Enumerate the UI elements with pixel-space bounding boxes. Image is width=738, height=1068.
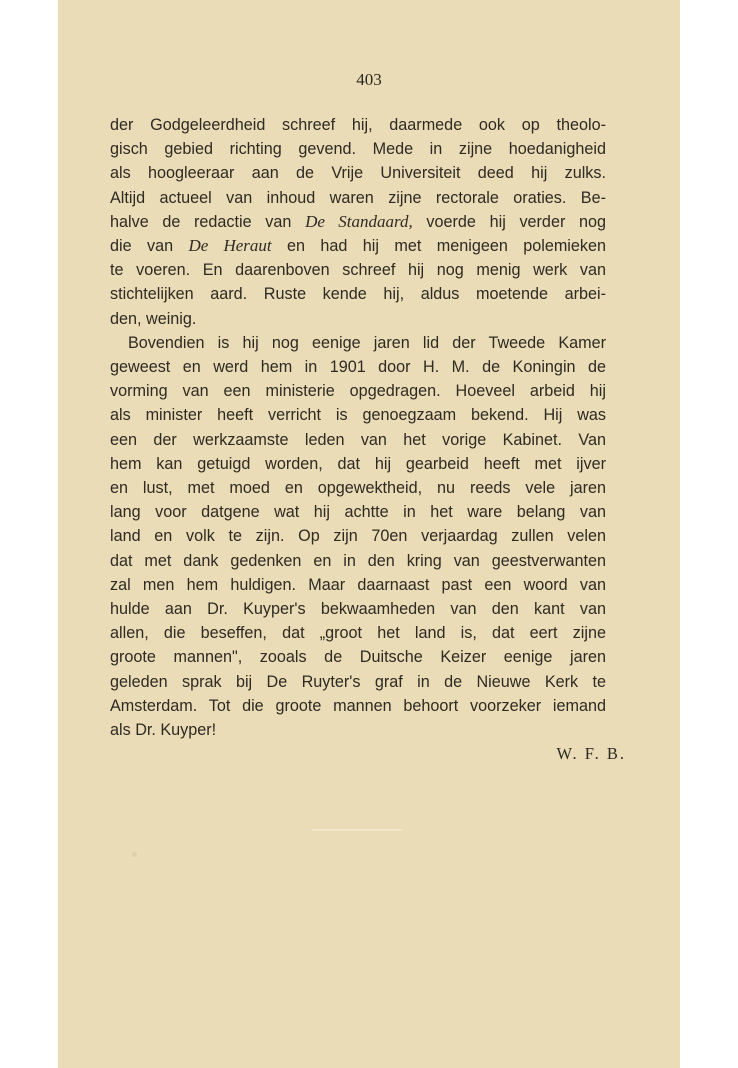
text-line: Altijd actueel van inhoud waren zijne rectorale oraties. Be- <box>110 188 606 207</box>
text-line <box>110 234 606 258</box>
text-line: vorming van een ministerie opgedragen. Hoeveel arbeid hij <box>110 382 606 401</box>
text-line: stichtelijken aard. Ruste kende hij, aldus moetende arbei- <box>110 285 606 304</box>
book-page <box>58 0 680 1068</box>
page-number: 403 <box>356 70 382 89</box>
text-line: Amsterdam. Tot die groote mannen behoort voorzeker iemand <box>110 696 606 715</box>
text-line: en lust, met moed en opgewektheid, nu reeds vele jaren <box>110 479 606 498</box>
text-line <box>110 210 606 234</box>
text-line: Bovendien is hij nog eenige jaren lid der Tweede Kamer <box>128 333 606 352</box>
paper-speck <box>132 852 137 857</box>
text-line: allen, die beseffen, dat „groot het land is, dat eert zijne <box>110 624 606 643</box>
newspaper-title-de-heraut: De Heraut <box>188 236 272 256</box>
text-line: hulde aan Dr. Kuyper's bekwaamheden van den kant van <box>110 600 606 619</box>
faint-divider <box>312 829 402 831</box>
body-text <box>110 113 606 742</box>
text-line: land en volk te zijn. Op zijn 70en verjaardag zullen velen <box>110 527 606 546</box>
text-line: lang voor datgene wat hij achtte in het ware belang van <box>110 503 606 522</box>
text-line: een der werkzaamste leden van het vorige Kabinet. Van <box>110 430 606 449</box>
text-fragment: en had hij met menigeen polemieken <box>271 237 607 256</box>
text-line: als minister heeft verricht is genoegzaam bekend. Hij was <box>110 406 606 425</box>
text-fragment: die van <box>110 237 189 256</box>
text-line: dat met dank gedenken en in den kring van geestverwanten <box>110 551 606 570</box>
text-line: zal men hem huldigen. Maar daarnaast past een woord van <box>110 575 606 594</box>
text-fragment: voerde hij verder nog <box>412 212 607 231</box>
text-line: geleden sprak bij De Ruyter's graf in de Nieuwe Kerk te <box>110 672 606 691</box>
paragraph-2 <box>110 331 606 742</box>
newspaper-title-de-standaard: De Standaard, <box>305 211 413 231</box>
paragraph-1 <box>110 113 606 331</box>
author-signature: W. F. B. <box>556 744 626 763</box>
text-line: als hoogleeraar aan de Vrije Universiteit deed hij zulks. <box>110 164 606 183</box>
text-line: geweest en werd hem in 1901 door H. M. de Koningin de <box>110 358 606 377</box>
text-line: gisch gebied richting gevend. Mede in zijne hoedanigheid <box>110 140 606 159</box>
text-line: der Godgeleerdheid schreef hij, daarmede ook op theolo- <box>110 116 606 134</box>
text-line: te voeren. En daarenboven schreef hij nog menig werk van <box>110 261 606 280</box>
text-fragment: halve de redactie van <box>110 212 306 231</box>
text-line: als Dr. Kuyper! <box>110 721 217 740</box>
text-line: hem kan getuigd worden, dat hij gearbeid heeft met ijver <box>110 454 606 473</box>
text-line: groote mannen", zooals de Duitsche Keizer eenige jaren <box>110 648 606 667</box>
text-line: den, weinig. <box>110 309 197 328</box>
